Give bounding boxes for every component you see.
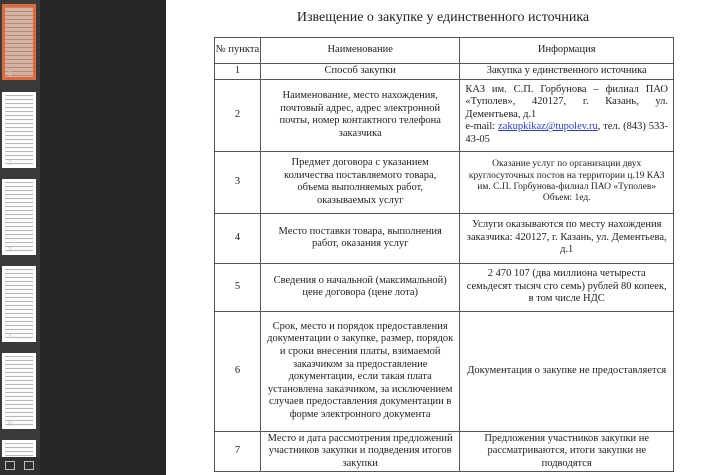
row-name: Срок, место и порядок предоставления документации о закупке, размер, порядок и сроки внесения платы, взимаемой заказчиком за предоставление документации, если такая плата установлена заказчиком, за исключением случаев предоставления документации в форме электронного документа <box>260 311 459 431</box>
page-thumbnail-5[interactable] <box>2 353 36 429</box>
row-name: Способ закупки <box>260 64 459 80</box>
row-name: Наименование, место нахождения, почтовый адрес, адрес электронной почты, номер контактного телефона заказчика <box>260 79 459 151</box>
document-page <box>166 0 720 475</box>
email-link[interactable]: zakupkikaz@tupolev.ru <box>498 121 598 133</box>
row-name: Место поставки товара, выполнения работ, оказания услуг <box>260 213 459 263</box>
page-thumbnail-4[interactable] <box>2 266 36 342</box>
row-info: Закупка у единственного источника <box>460 64 674 80</box>
table-row <box>215 263 674 311</box>
thumbnail-number: 1 <box>8 71 12 78</box>
row-name: Предмет договора с указанием количества поставляемого товара, объема выполняемых работ, оказываемых услуг <box>260 151 459 213</box>
table-row <box>215 213 674 263</box>
row-info: 2 470 107 (два миллиона четыреста семьдесят тысяч сто семь) рублей 80 копеек, в том числе НДС <box>460 263 674 311</box>
row-info <box>460 151 674 213</box>
row-info: Услуги оказываются по месту нахождения заказчика: 420127, г. Казань, ул. Дементьева, д.1 <box>460 213 674 263</box>
table-row <box>215 64 674 80</box>
row-num: 2 <box>215 79 261 151</box>
page-thumbnail-1[interactable] <box>2 4 36 80</box>
header-num: № пункта <box>215 38 261 64</box>
row-info: Документация о закупке не предоставляется <box>460 311 674 431</box>
contract-volume: Объем: 1ед. <box>542 193 591 204</box>
row-num: 5 <box>215 263 261 311</box>
row-num: 1 <box>215 64 261 80</box>
table-row <box>215 431 674 472</box>
table-row <box>215 151 674 213</box>
row-num: 4 <box>215 213 261 263</box>
page-thumbnail-pane <box>0 0 40 475</box>
grid-view-icon[interactable] <box>5 461 15 470</box>
thumbnail-number: 3 <box>8 247 12 254</box>
thumbnail-number: 5 <box>8 421 12 428</box>
row-info: Предложения участников закупки не рассматриваются, итоги закупки не подводятся <box>460 431 674 472</box>
contract-subject: Оказание услуг по организации двух круглосуточных постов на территории ц.19 КАЗ им. С.П. Горбунова-филиал ПАО «Туполев» <box>468 159 665 193</box>
phone-number: , тел. (843) 533-43-05 <box>465 121 668 145</box>
thumbnail-number: 4 <box>8 334 12 341</box>
email-label: e-mail: <box>465 121 496 133</box>
thumbnail-number: 2 <box>8 160 12 167</box>
row-name: Место и дата рассмотрения предложений участников закупки и подведения итогов закупки <box>260 431 459 472</box>
page-thumbnail-2[interactable] <box>2 92 36 168</box>
row-info <box>460 79 674 151</box>
row-num: 3 <box>215 151 261 213</box>
table-row <box>215 79 674 151</box>
viewer-background <box>40 0 166 475</box>
page-thumbnail-3[interactable] <box>2 179 36 255</box>
header-info: Информация <box>460 38 674 64</box>
customer-address: КАЗ им. С.П. Горбунова – филиал ПАО «Туполев», 420127, г. Казань, ул. Дементьева, д.1 <box>465 83 668 120</box>
table-header-row <box>215 38 674 64</box>
row-name: Сведения о начальной (максимальной) цене договора (цене лота) <box>260 263 459 311</box>
table-row <box>215 311 674 431</box>
single-page-view-icon[interactable] <box>24 461 34 470</box>
header-name: Наименование <box>260 38 459 64</box>
thumbnail-toolbar <box>0 457 40 475</box>
document-title: Извещение о закупке у единственного источника <box>296 10 590 25</box>
row-num: 7 <box>215 431 261 472</box>
procurement-table <box>214 37 674 472</box>
row-num: 6 <box>215 311 261 431</box>
